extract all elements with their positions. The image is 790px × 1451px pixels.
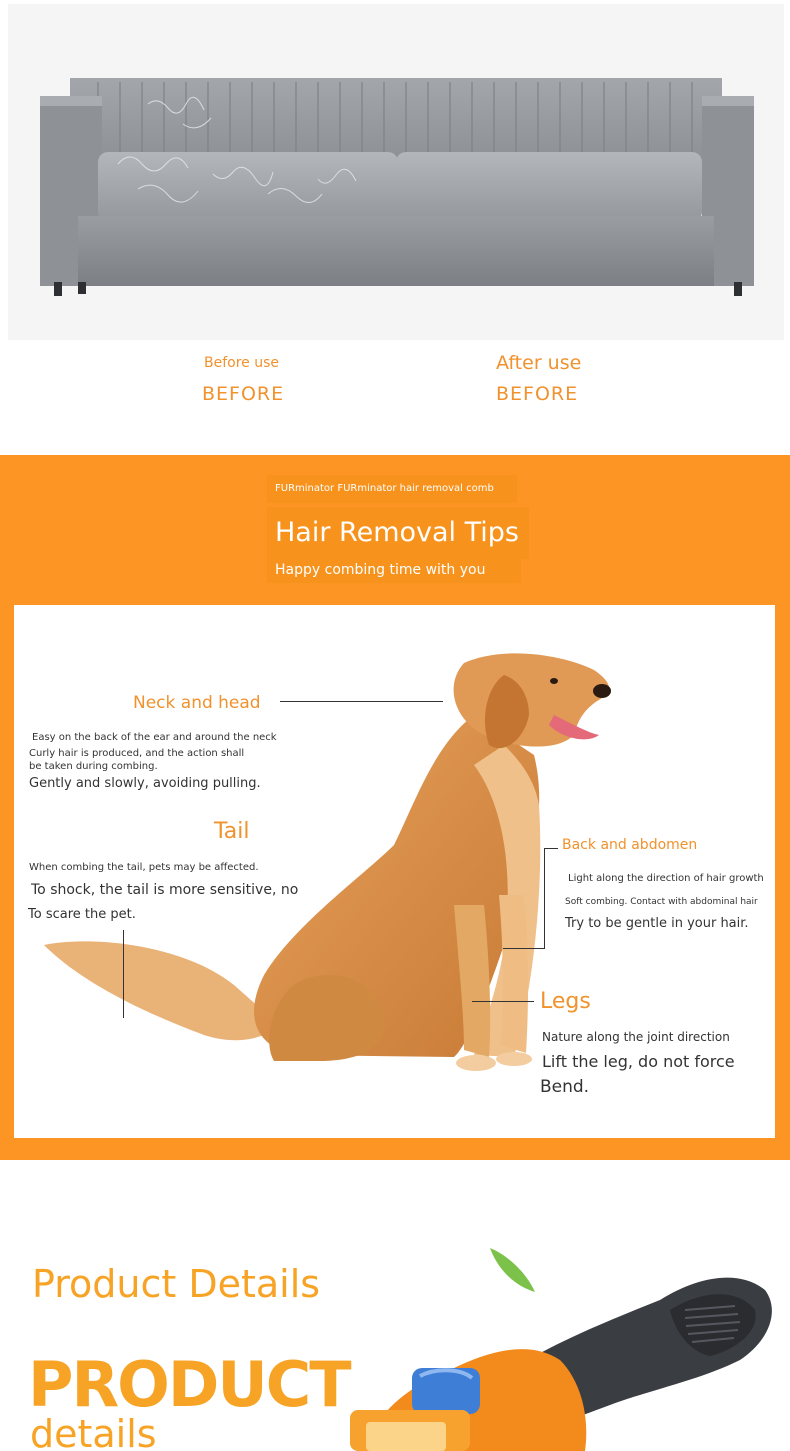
before-caption: BEFORE — [202, 383, 285, 405]
tips-tagline: Happy combing time with you — [267, 557, 521, 583]
hair-removal-tips-section — [0, 455, 790, 1160]
neck-head-heading: Neck and head — [133, 693, 261, 713]
product-details-section — [0, 1160, 790, 1451]
product-big-word: PRODUCT — [28, 1348, 350, 1421]
back-pointer-bottom — [503, 948, 545, 949]
tips-subtitle: FURminator FURminator hair removal comb — [267, 475, 517, 503]
back-pointer-top — [544, 848, 558, 849]
legs-tip-line1: Nature along the joint direction — [542, 1030, 730, 1044]
neck-tip-line2: Curly hair is produced, and the action shall be taken during combing. — [29, 748, 245, 772]
deshedding-comb-image — [340, 1240, 780, 1451]
tips-card — [14, 605, 775, 1138]
tail-tip-line3: To scare the pet. — [28, 907, 136, 922]
product-sub-word: details — [30, 1412, 157, 1451]
neck-pointer-line — [280, 701, 443, 702]
after-caption: BEFORE — [496, 383, 579, 405]
legs-tip-line3: Bend. — [540, 1077, 590, 1097]
tail-pointer-line — [123, 930, 124, 1018]
legs-pointer-line — [472, 1001, 534, 1002]
legs-heading: Legs — [540, 989, 591, 1014]
before-use-label: Before use — [204, 355, 280, 371]
legs-tip-line2: Lift the leg, do not force — [542, 1052, 735, 1071]
tail-heading: Tail — [214, 819, 250, 844]
after-use-label: After use — [496, 352, 582, 374]
back-tip-line1: Light along the direction of hair growth — [568, 873, 764, 884]
tail-tip-line1: When combing the tail, pets may be affected. — [29, 862, 259, 873]
back-tip-line2: Soft combing. Contact with abdominal hair — [565, 897, 758, 907]
before-after-section — [0, 0, 790, 455]
back-tip-line3: Try to be gentle in your hair. — [565, 916, 749, 931]
tail-tip-line2: To shock, the tail is more sensitive, no — [31, 882, 299, 898]
neck-tip-line3: Gently and slowly, avoiding pulling. — [29, 776, 261, 791]
product-details-heading: Product Details — [32, 1262, 321, 1306]
sofa-photo — [8, 4, 784, 340]
back-abdomen-heading: Back and abdomen — [562, 837, 698, 853]
neck-tip-line1: Easy on the back of the ear and around the neck — [32, 732, 277, 743]
tips-title: Hair Removal Tips — [267, 507, 529, 559]
back-pointer-vertical — [544, 848, 545, 949]
